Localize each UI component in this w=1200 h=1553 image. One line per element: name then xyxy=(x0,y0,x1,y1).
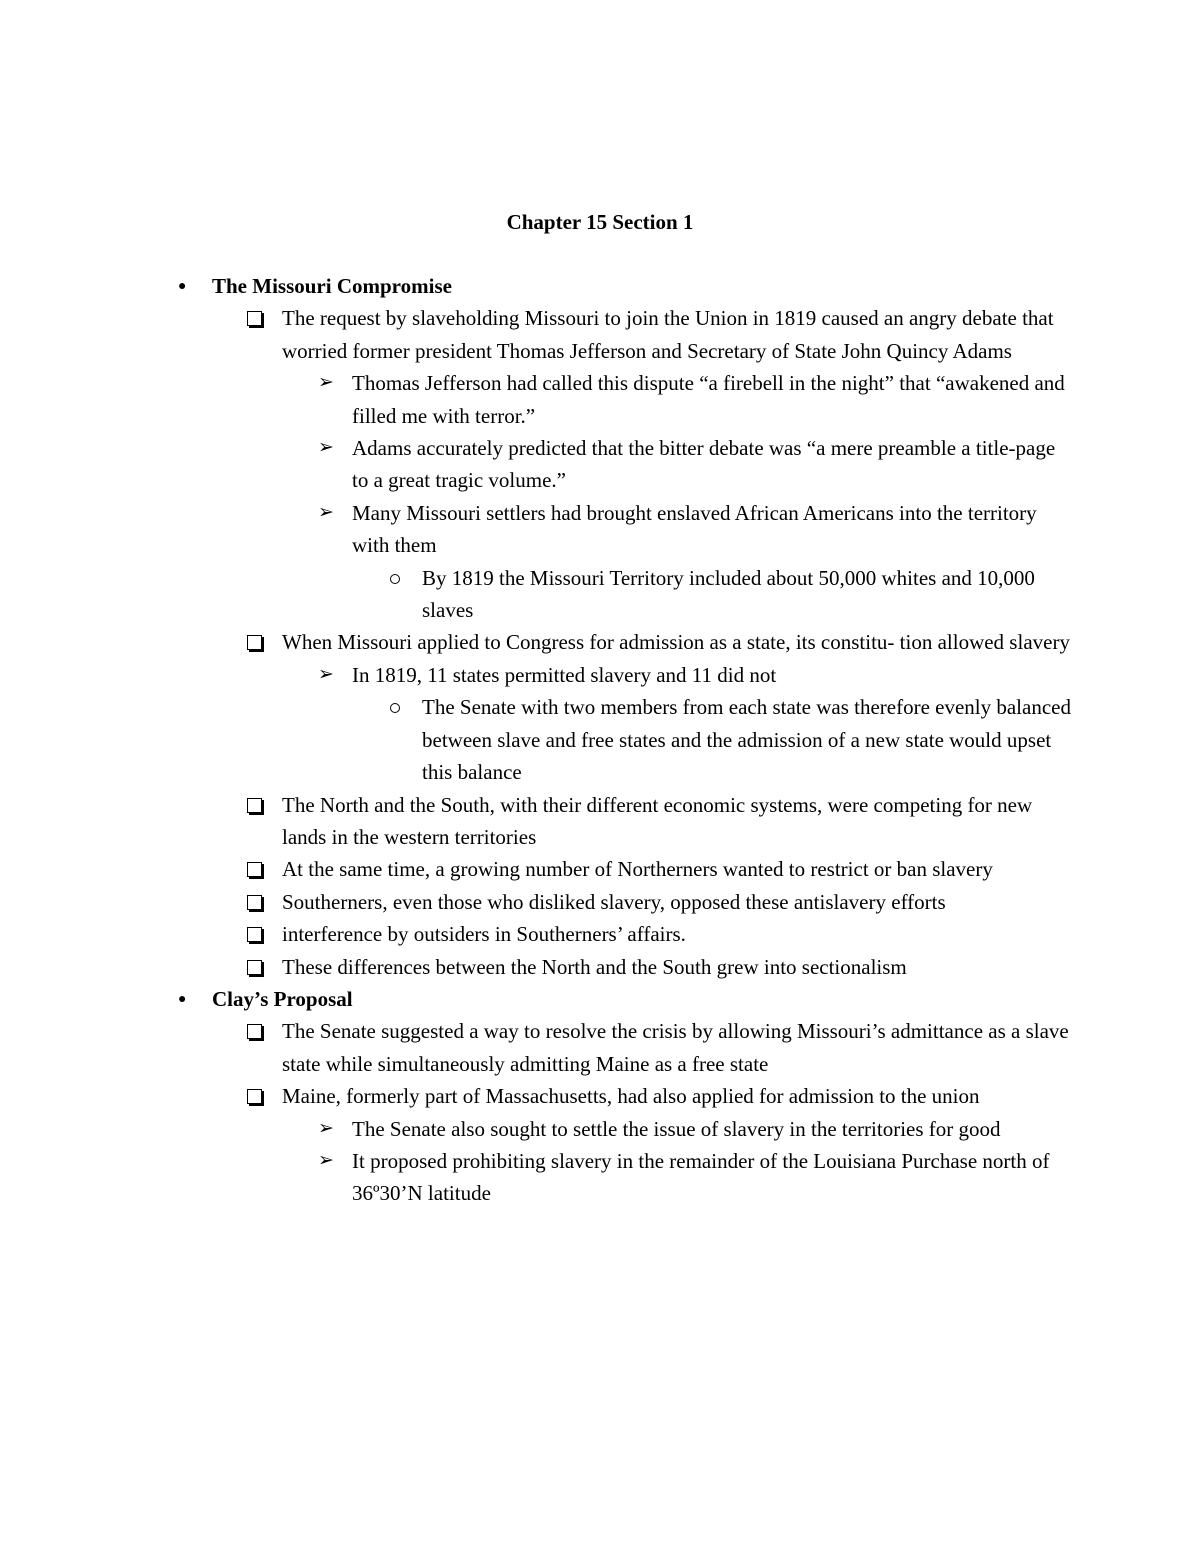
item-text: The Senate with two members from each state was therefore evenly balanced between slave and free states and the admission of a new state would upset this balance xyxy=(422,695,1071,785)
arrowhead-icon: ➢ xyxy=(318,501,334,523)
checkbox-icon xyxy=(247,886,262,919)
list-item xyxy=(0,497,1072,562)
item-text: Thomas Jefferson had called this dispute “a firebell in the night” that “awakened and filled me with terror.” xyxy=(352,371,1065,428)
list-item xyxy=(0,789,1072,854)
list-item xyxy=(0,951,1072,983)
list-item xyxy=(0,1113,1072,1145)
page-title: Chapter 15 Section 1 xyxy=(506,210,694,234)
list-item xyxy=(0,302,1072,367)
list-item xyxy=(0,918,1072,950)
checkbox-icon xyxy=(247,789,262,822)
item-text: In 1819, 11 states permitted slavery and 11 did not xyxy=(352,662,777,687)
checkbox-icon xyxy=(247,1080,262,1113)
list-item xyxy=(0,562,1072,627)
circle-icon xyxy=(390,691,400,724)
item-text: When Missouri applied to Congress for admission as a state, its constitu- tion allowed slavery xyxy=(282,630,1070,655)
list-item xyxy=(0,659,1072,691)
item-text: interference by outsiders in Southerners’ affairs. xyxy=(282,922,686,947)
item-text: Many Missouri settlers had brought enslaved African Americans into the territory with them xyxy=(352,500,1037,558)
list-item xyxy=(0,853,1072,885)
item-text: Adams accurately predicted that the bitter debate was “a mere preamble a title-page to a great tragic volume.” xyxy=(352,436,1056,493)
arrowhead-icon: ➢ xyxy=(318,372,334,394)
list-item xyxy=(0,432,1072,497)
item-text: Southerners, even those who disliked slavery, opposed these antislavery efforts xyxy=(282,889,946,914)
checkbox-icon xyxy=(247,626,262,659)
checkbox-icon xyxy=(247,918,262,951)
circle-icon xyxy=(390,562,400,595)
item-text: It proposed prohibiting slavery in the remainder of the Louisiana Purchase north of 36º30’N latitude xyxy=(352,1148,1050,1206)
list-item xyxy=(0,367,1072,432)
list-item xyxy=(0,1015,1072,1080)
arrowhead-icon: ➢ xyxy=(318,437,334,459)
list-item xyxy=(0,626,1072,658)
section-heading xyxy=(0,983,1062,1015)
item-text: Maine, formerly part of Massachusetts, had also applied for admission to the union xyxy=(282,1084,980,1109)
checkbox-icon xyxy=(247,1015,262,1048)
section-heading xyxy=(0,270,1062,302)
checkbox-icon xyxy=(247,951,262,984)
item-text: At the same time, a growing number of Northerners wanted to restrict or ban slavery xyxy=(282,857,993,882)
list-item xyxy=(0,1145,1072,1210)
list-item xyxy=(0,1080,1072,1112)
checkbox-icon xyxy=(247,853,262,886)
list-item xyxy=(0,886,1072,918)
bullet-icon: ● xyxy=(178,279,187,294)
list-item xyxy=(0,691,1072,788)
checkbox-icon xyxy=(247,302,262,335)
arrowhead-icon: ➢ xyxy=(318,1149,334,1171)
item-text: The Senate suggested a way to resolve the crisis by allowing Missouri’s admittance as a slave state while simultaneously admitting Maine as a free state xyxy=(282,1019,1069,1076)
arrowhead-icon: ➢ xyxy=(318,1117,334,1139)
item-text: The Missouri Compromise xyxy=(212,274,452,298)
bullet-icon: ● xyxy=(178,991,187,1007)
item-text: The request by slaveholding Missouri to join the Union in 1819 caused an angry debate that worried former president Thomas Jefferson and Secretary of State John Quincy Adams xyxy=(282,306,1054,363)
item-text: Clay’s Proposal xyxy=(212,986,353,1011)
item-text: These differences between the North and the South grew into sectionalism xyxy=(282,954,907,979)
outline-list xyxy=(0,270,1200,1210)
arrowhead-icon: ➢ xyxy=(318,663,334,685)
item-text: The Senate also sought to settle the issue of slavery in the territories for good xyxy=(352,1116,1001,1141)
item-text: By 1819 the Missouri Territory included about 50,000 whites and 10,000 slaves xyxy=(422,565,1035,623)
item-text: The North and the South, with their different economic systems, were competing for new lands in the western territories xyxy=(282,792,1033,849)
